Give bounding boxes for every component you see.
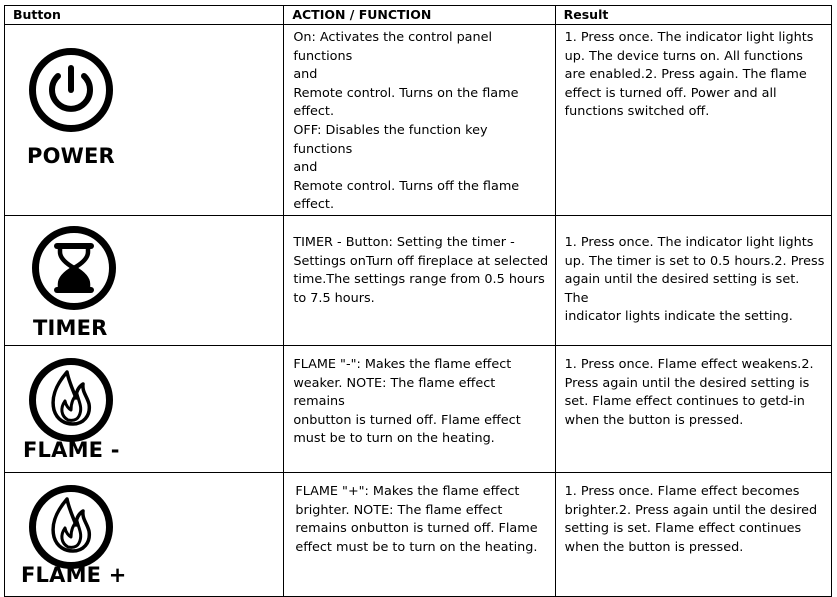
header-result: Result	[555, 6, 831, 25]
result-line: 1. Press once. Flame effect becomes	[564, 483, 800, 499]
button-label-flame-plus: FLAME +	[21, 562, 127, 587]
table-row-power	[5, 25, 832, 216]
result-cell-flame-minus	[555, 345, 831, 472]
flame-icon	[27, 356, 115, 444]
action-cell-flame-minus	[284, 345, 555, 472]
action-line: OFF: Disables the function key functions	[293, 122, 488, 157]
action-line: must be to turn on the heating.	[293, 431, 495, 447]
result-cell-flame-plus	[555, 472, 831, 596]
result-line: set. Flame effect continues to getd-in	[564, 394, 805, 410]
result-line: are enabled.2. Press again. The flame	[564, 67, 807, 83]
result-line: setting is set. Flame effect continues	[564, 521, 802, 537]
result-line: again until the desired setting is set. The	[564, 272, 800, 306]
action-line: On: Activates the control panel functions	[293, 30, 493, 64]
button-cell-timer	[5, 215, 284, 345]
action-cell-power	[284, 25, 555, 216]
result-line: when the button is pressed.	[564, 539, 744, 555]
action-line: time.The settings range from 0.5 hours	[293, 272, 545, 288]
result-line: effect is turned off. Power and all	[564, 85, 777, 101]
table-row-flame-plus	[5, 472, 832, 596]
action-line: FLAME "-": Makes the flame effect	[293, 356, 512, 372]
action-line: weaker. NOTE: The flame effect remains	[293, 375, 496, 410]
action-line: TIMER - Button: Setting the timer -	[293, 234, 515, 250]
result-cell-timer	[555, 215, 831, 345]
action-line: effect.	[293, 197, 335, 213]
action-line: brighter. NOTE: The flame effect	[295, 502, 503, 518]
result-line: 1. Press once. Flame effect weakens.2.	[564, 356, 814, 372]
action-line: onbutton is turned off. Flame effect	[293, 412, 521, 428]
action-line: and	[293, 160, 318, 176]
table-row-timer	[5, 215, 832, 345]
button-label-flame-minus: FLAME -	[23, 437, 120, 462]
button-cell-power	[5, 25, 284, 216]
result-line: up. The device turns on. All functions	[564, 48, 803, 64]
action-line: remains onbutton is turned off. Flame	[295, 521, 538, 537]
header-button: Button	[5, 6, 284, 25]
header-row	[5, 6, 832, 25]
action-cell-flame-plus	[284, 472, 555, 596]
button-cell-flame-minus	[5, 345, 284, 472]
action-line: to 7.5 hours.	[293, 290, 375, 306]
result-line: indicator lights indicate the setting.	[564, 309, 793, 325]
result-line: Press again until the desired setting is	[564, 375, 810, 391]
button-label-timer: TIMER	[33, 315, 108, 340]
table-row-flame-minus	[5, 345, 832, 472]
button-label-power: POWER	[27, 144, 115, 168]
result-cell-power	[555, 25, 831, 216]
button-cell-flame-plus	[5, 472, 284, 596]
hourglass-icon	[30, 224, 118, 312]
action-line: FLAME "+": Makes the flame effect	[295, 483, 520, 499]
result-line: when the button is pressed.	[564, 412, 744, 428]
action-line: effect must be to turn on the heating.	[295, 539, 538, 555]
action-line: effect.	[293, 104, 335, 120]
result-line: brighter.2. Press again until the desired	[564, 502, 818, 518]
action-line: Settings onTurn off fireplace at selected	[293, 253, 549, 269]
instruction-table	[4, 5, 832, 597]
action-cell-timer	[284, 215, 555, 345]
result-line: up. The timer is set to 0.5 hours.2. Press	[564, 253, 825, 269]
header-action: ACTION / FUNCTION	[284, 6, 555, 25]
power-icon	[27, 46, 115, 134]
result-line: 1. Press once. The indicator light lights	[564, 234, 814, 250]
result-line: functions switched off.	[564, 104, 710, 120]
result-line: 1. Press once. The indicator light lights	[564, 30, 814, 45]
action-line: and	[293, 67, 318, 83]
action-line: Remote control. Turns off the flame	[293, 178, 520, 194]
action-line: Remote control. Turns on the flame	[293, 85, 519, 101]
